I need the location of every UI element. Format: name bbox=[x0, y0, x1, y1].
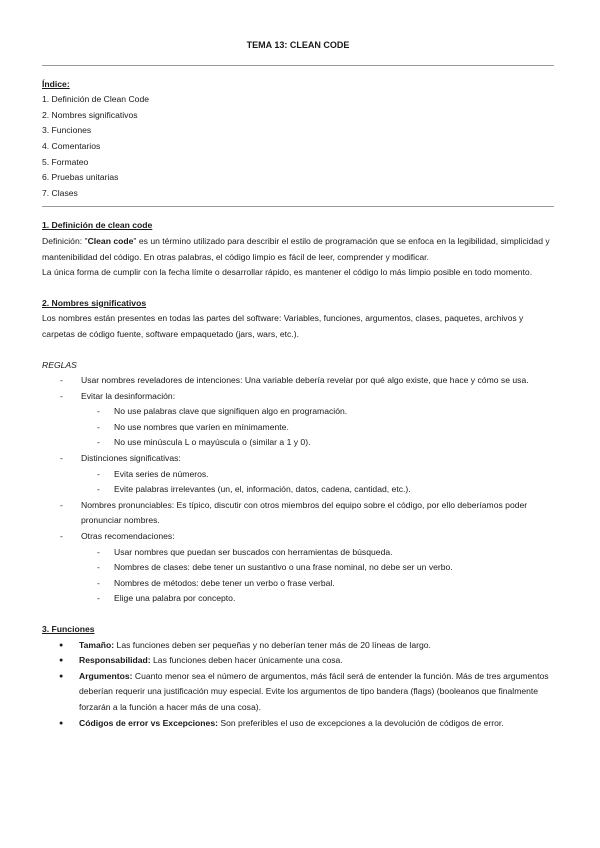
index-item: 7. Clases bbox=[42, 187, 78, 198]
list-item-text: Otras recomendaciones: bbox=[81, 531, 175, 542]
index-item: 4. Comentarios bbox=[42, 140, 101, 151]
bold-term: Clean code bbox=[87, 235, 134, 246]
section-heading: 3. Funciones bbox=[42, 624, 95, 634]
sub-list-item: - Usar nombres que puedan ser buscados con herramientas de búsqueda. bbox=[81, 545, 554, 561]
section-heading: 2. Nombres significativos bbox=[42, 297, 147, 308]
list-item bbox=[42, 653, 554, 669]
paragraph bbox=[42, 234, 554, 265]
list-item-text: Evitar la desinformación: bbox=[81, 390, 176, 401]
list-item bbox=[42, 716, 554, 732]
index-item: 2. Nombres significativos bbox=[42, 109, 138, 120]
bold-term: Tamaño: bbox=[79, 639, 115, 650]
list-item bbox=[42, 373, 554, 389]
list-item-text: Nombres pronunciables: Es típico, discutir con otros miembros del equipo sobre el código, por ello deberíamos poder pronunciar nombres. bbox=[81, 499, 528, 526]
sub-list-item: - No use nombres que varíen en mínimamente. bbox=[81, 420, 554, 436]
sub-list-item: - Evite palabras irrelevantes (un, el, información, datos, cadena, cantidad, etc.). bbox=[81, 482, 554, 498]
section-2 bbox=[42, 296, 554, 607]
bold-term: Responsabilidad: bbox=[79, 655, 151, 666]
rules-list bbox=[42, 373, 554, 607]
text-run: " es un término utilizado para describir el estilo de programación que se enfoca en la legibilidad, simplicidad y mantenibilidad del código. En otras palabras, el código limpio es fácil de leer, comprender y modificar. bbox=[42, 235, 550, 262]
sub-list-item: - Nombres de clases: debe tener un sustantivo o una frase nominal, no debe ser un verbo. bbox=[81, 560, 554, 576]
list-item bbox=[42, 669, 554, 716]
paragraph: Los nombres están presentes en todas las partes del software: Variables, funciones, argumentos, clases, paquetes, archivos y carpetas de código fuente, software empaquetado (jars, wars, etc.). bbox=[42, 313, 524, 339]
sub-list-item: - No use minúscula L o mayúscula o (similar a 1 y 0). bbox=[81, 435, 554, 451]
list-item bbox=[42, 529, 554, 607]
list-item-text: Son preferibles el uso de excepciones a la devolución de códigos de error. bbox=[217, 717, 504, 728]
sub-list-item: - Nombres de métodos: debe tener un verbo o frase verbal. bbox=[81, 576, 554, 592]
sub-list-item: - Elige una palabra por concepto. bbox=[81, 591, 554, 607]
divider bbox=[42, 206, 554, 207]
sub-list bbox=[81, 404, 554, 451]
rules-label: REGLAS bbox=[42, 359, 77, 370]
sub-list-item: - Evita series de números. bbox=[81, 467, 554, 483]
list-item-text: Usar nombres reveladores de intenciones: Una variable debería revelar por qué algo existe, que hace y cómo se usa. bbox=[81, 375, 529, 386]
document-page bbox=[42, 38, 554, 731]
section-1 bbox=[42, 218, 554, 280]
bold-term: Códigos de error vs Excepciones: bbox=[79, 717, 218, 728]
text-run: Definición: " bbox=[42, 235, 88, 246]
document-title: TEMA 13: CLEAN CODE bbox=[246, 40, 350, 50]
bold-term: Argumentos: bbox=[79, 670, 133, 681]
section-3 bbox=[42, 622, 554, 731]
index-item: 1. Definición de Clean Code bbox=[42, 94, 150, 105]
list-item bbox=[42, 638, 554, 654]
list-item-text: Las funciones deben ser pequeñas y no deberían tener más de 20 líneas de largo. bbox=[114, 639, 431, 650]
sub-list bbox=[81, 467, 554, 498]
index-item: 6. Pruebas unitarias bbox=[42, 172, 119, 183]
index-section bbox=[42, 77, 554, 202]
list-item-text: Las funciones deben hacer únicamente una cosa. bbox=[150, 655, 343, 666]
index-item: 5. Formateo bbox=[42, 156, 89, 167]
sub-list bbox=[81, 545, 554, 607]
list-item bbox=[42, 498, 554, 529]
index-item: 3. Funciones bbox=[42, 125, 92, 136]
list-item bbox=[42, 451, 554, 498]
list-item-text: Cuanto menor sea el número de argumentos, más fácil será de entender la función. Más de tres argumentos deberían requerir una justificación muy especial. Evite los argumentos de tipo bandera (flags) (booleanos que finalmente forzarán a la función a hacer más de una cosa). bbox=[79, 670, 549, 712]
paragraph: La única forma de cumplir con la fecha límite o desarrollar rápido, es mantener el código lo más limpio posible en todo momento. bbox=[42, 267, 533, 278]
list-item bbox=[42, 389, 554, 451]
section-heading: 1. Definición de clean code bbox=[42, 220, 153, 231]
sub-list-item: - No use palabras clave que signifiquen algo en programación. bbox=[81, 404, 554, 420]
divider bbox=[42, 65, 554, 66]
list-item-text: Distinciones significativas: bbox=[81, 453, 181, 464]
functions-list bbox=[42, 638, 554, 732]
index-heading: Índice: bbox=[42, 78, 70, 89]
